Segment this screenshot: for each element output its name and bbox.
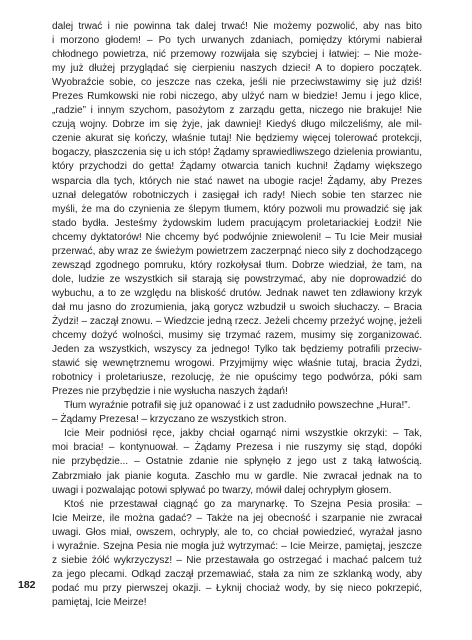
text-line: chcemy dożyć wolności, musimy się trzymać razem, musimy się zorganizować.: [52, 330, 422, 342]
text-line: czują wojny. Dobrze im się żyje, jak dawniej! Kiedyś długo milczeliśmy, ale mil-: [52, 119, 422, 131]
text-line: za jego plecami. Odkąd zaczął przemawiać, stała za nim ze szklanką wody, aby: [52, 568, 422, 580]
text-line: chcemy dyktatorów! Nie chcemy być podwójnie zniewoleni! – Tu Icie Meir musiał: [52, 231, 422, 243]
text-line: bogaczy, płaszczenia się u ich stóp! Żądamy sprawiedliwszego dzielenia prowiantu,: [52, 147, 422, 159]
text-line: pamiętaj, Icie Meirze!: [52, 596, 147, 608]
text-line: Wyobraźcie sobie, co jeszcze nas czeka, jeśli nie przeciwstawimy się już dziś!: [52, 77, 422, 89]
text-line: uznał delegatów robotniczych i zasięgał ich rady! Niech sobie ten starzec nie: [52, 189, 422, 201]
text-line: „radzie” i innym szychom, pasożytom z zarządu getta, niczego nie brakuje! Nie: [52, 105, 422, 117]
text-line: Żydzi! – zaczął znowu. – Wiedzcie jedną rzecz. Jeżeli chcemy przeżyć wojnę, jeżeli: [52, 315, 422, 327]
text-line: myśli, że ma do czynienia ze ślepym tłumem, który pozwoli mu prowadzić się jak: [52, 203, 422, 215]
text-line: Icie Meir podniósł ręce, jakby chciał ogarnąć nimi wszystkie okrzyki: – Tak,: [64, 428, 422, 440]
text-line: my już dłużej przyglądać się cierpieniu naszych dzieci! A to dopiero początek.: [52, 63, 422, 75]
text-line: który przychodzi do getta! Żądamy otwarcia tanich kuchni! Żądamy większego: [52, 161, 422, 173]
text-line: uwagi. Głos miał, owszem, ochrypły, ale to, co chciał powiedzieć, wyrażał jasno: [52, 526, 422, 538]
text-line: podać mu przy pierwszej okazji. – Łyknij chociaż wody, by się nieco pokrzepić,: [52, 582, 422, 594]
text-line: – Żądamy Prezesa! – krzyczano ze wszystkich stron.: [52, 414, 287, 426]
text-line: wsparcia dla tych, których nie stać nawet na ubogie racje! Żądamy, aby Prezes: [52, 175, 422, 187]
text-line: stado bydła. Jesteśmy żydowskim ludem pracującym proletariackiej Łodzi! Nie: [52, 217, 422, 229]
body-text: [52, 20, 422, 610]
text-line: moi bracia! – kontynuował. – Żądamy Prezesa i nie ruszymy się stąd, dopóki: [52, 442, 422, 454]
text-line: Zabrzmiało jak pianie koguta. Zaschło mu w gardle. Nie zwracał jednak na to: [52, 470, 422, 482]
page-number: 182: [18, 579, 36, 591]
text-line: robotnicy i proletariusze, rezolucję, że nie opuścimy tego podwórza, póki sam: [52, 372, 422, 384]
text-line: Prezes nie przybędzie i nie wysłucha naszych żądań!: [52, 386, 288, 398]
text-line: zewsząd zgodnego pomruku, który rozkołysał tłum. Dobrze wiedział, że tam, na: [52, 259, 422, 271]
text-line: i wyraźnie. Szejna Pesia nie mogła już wytrzymać: – Icie Meirze, pamiętaj, jeszcze: [52, 540, 422, 552]
text-line: chłodnego powietrza, nić przemowy rozwijała się szybciej i łatwiej: – Nie może-: [52, 49, 422, 61]
text-line: dał mu jasno do zrozumienia, jaką gorycz wzbudził u swoich słuchaczy. – Bracia: [52, 301, 422, 313]
text-line: i morzono głodem! – Po tych urwanych zdaniach, pomiędzy którymi nabierał: [52, 35, 422, 47]
text-line: stawić się wewnętrznemu wrogowi. Przyjmijmy więc właśnie tutaj, bracia Żydzi,: [52, 358, 422, 370]
text-line: z siebie żółć wykrzyczysz! – Nie przestawała go ostrzegać i machać palcem tuż: [52, 554, 422, 566]
text-line: dole, ludzie ze wszystkich sił starają się powstrzymać, aby nie doprowadzić do: [52, 273, 422, 285]
text-line: Prezes Rumkowski nie robi niczego, aby ulżyć nam w biedzie! Jemu i jego klice,: [52, 91, 422, 103]
text-line: Jeden za wszystkich, wszyscy za jednego! Tylko tak będziemy potrafili przeciw-: [52, 344, 422, 356]
text-line: nie przybędzie... – Ostatnie zdanie nie spłynęło z jego ust z taką łatwością.: [52, 456, 422, 468]
text-line: dalej trwać i nie powinna tak dalej trwać! Nie możemy pozwolić, aby nas bito: [52, 21, 422, 32]
text-line: uwagi i pozwalając potowi spływać po twarzy, mówił dalej ochrypłym głosem.: [52, 484, 392, 496]
text-line: przerwać, aby wraz ze świeżym powietrzem zaczerpnąć nieco siły z dochodzącego: [52, 245, 422, 257]
text-line: Icie Meirze, ile można gadać? – Także na jej obecność i szarpanie nie zwracał: [52, 512, 422, 524]
text-line: wybuchu, a to ze względu na bliskość drutów. Jednak nawet ten zdławiony krzyk: [52, 287, 422, 299]
text-line: Tłum wyraźnie potrafił się już opanować i z ust zadudniło powszechne „Hura!”.: [64, 400, 411, 412]
text-line: Ktoś nie przestawał ciągnąć go za marynarkę. To Szejna Pesia prosiła: –: [64, 498, 422, 510]
text-line: czenie akurat się kończy, właśnie tutaj! Nie będziemy więcej tolerować protekcji,: [52, 133, 422, 145]
